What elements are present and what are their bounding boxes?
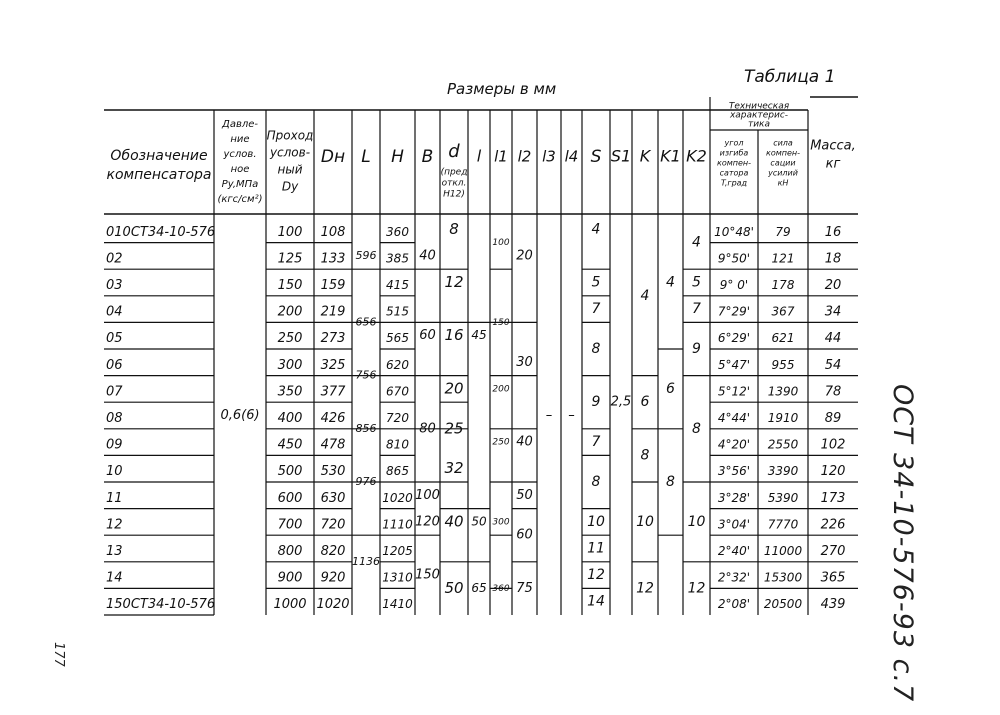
d-cell: 25	[444, 419, 464, 438]
k1-cell: 8	[666, 474, 675, 490]
d-cell: 20	[444, 379, 464, 398]
angle-cell: 2°40'	[717, 544, 751, 558]
dn-cell: 159	[320, 278, 346, 293]
designation-cell: 010СТ34-10-576	[106, 224, 216, 240]
k1-header: K1	[660, 146, 681, 166]
h-cell: 1310	[382, 570, 413, 585]
b-cell: 150	[415, 567, 440, 583]
dn-cell: 377	[320, 384, 346, 400]
s-cell: 4	[591, 221, 601, 238]
dn-cell: 820	[320, 544, 346, 559]
mass-cell: 89	[824, 411, 842, 426]
h-cell: 620	[386, 357, 409, 372]
dy-cell: 600	[277, 490, 303, 506]
designation-cell: 04	[106, 304, 123, 320]
force-cell: 367	[771, 304, 795, 319]
mass-cell: 120	[820, 464, 846, 480]
designation-cell: 11	[106, 490, 123, 506]
k2-cell: 8	[692, 420, 701, 437]
tech-header: характерис-	[729, 110, 789, 121]
dy-cell: 250	[277, 331, 303, 347]
designation-cell: 08	[106, 411, 123, 426]
l2-cell: 30	[516, 354, 533, 370]
dy-cell: 450	[277, 437, 303, 453]
tech-force-header: усилий	[768, 168, 798, 178]
pressure-cell: 0,6(6)	[220, 408, 260, 423]
h-cell: 865	[386, 464, 409, 479]
pressure-header: ние	[230, 134, 250, 145]
l1-cell: 200	[492, 384, 510, 395]
mass-cell: 20	[824, 278, 842, 293]
passage-header: ный	[277, 162, 303, 177]
designation-cell: 12	[106, 517, 123, 533]
k-cell: 4	[640, 287, 650, 304]
h-cell: 1410	[382, 597, 413, 612]
angle-cell: 4°20'	[717, 437, 751, 452]
d-cell: 40	[444, 512, 464, 531]
d-note-header: H12)	[443, 189, 465, 200]
pressure-header: Давле-	[222, 119, 258, 130]
dy-cell: 150	[277, 278, 303, 293]
force-cell: 621	[771, 331, 795, 346]
designation-cell: 07	[106, 384, 123, 400]
designation-header: компенсатора	[106, 167, 212, 183]
mass-cell: 34	[824, 304, 842, 320]
b-cell: 100	[415, 487, 440, 503]
designation-cell: 09	[106, 437, 123, 453]
k-cell: 6	[640, 394, 650, 411]
s-cell: 12	[587, 567, 605, 584]
dn-cell: 108	[320, 224, 346, 240]
l1-cell: 100	[492, 238, 510, 249]
dy-cell: 500	[277, 464, 303, 480]
force-cell: 79	[775, 224, 791, 239]
angle-cell: 10°48'	[714, 224, 754, 239]
h-cell: 810	[386, 437, 409, 452]
tech-force-header: сила	[773, 138, 793, 148]
mass-header: кг	[825, 156, 841, 172]
dy-cell: 125	[277, 251, 303, 267]
dy-cell: 1000	[273, 597, 307, 613]
b-cell: 120	[415, 514, 440, 530]
mass-cell: 44	[824, 331, 842, 347]
d-cell: 50	[444, 578, 464, 597]
l3-cell: –	[545, 408, 553, 423]
dy-cell: 100	[277, 224, 303, 240]
dn-cell: 325	[320, 357, 346, 373]
l3-header: l3	[542, 147, 556, 166]
angle-cell: 9° 0'	[719, 278, 749, 292]
k-cell: 12	[636, 580, 654, 597]
designation-cell: 02	[106, 251, 123, 267]
dn-cell: 530	[320, 464, 346, 480]
s-cell: 8	[591, 474, 601, 490]
angle-cell: 2°08'	[717, 597, 751, 612]
designation-cell: 13	[106, 544, 123, 559]
l2-cell: 20	[516, 248, 533, 264]
d-note-header: откл.	[441, 178, 467, 189]
l-cell: 45	[471, 328, 487, 343]
tech-angle-header: сатора	[719, 168, 749, 178]
l4-cell: –	[568, 408, 575, 423]
angle-cell: 4°44'	[717, 411, 751, 425]
tech-force-header: кН	[777, 178, 789, 188]
dn-cell: 1020	[316, 597, 350, 613]
b-cell: 40	[419, 248, 436, 264]
l2-cell: 60	[516, 527, 533, 543]
k2-header: K2	[686, 146, 707, 166]
s-cell: 14	[587, 593, 605, 610]
k2-cell: 9	[692, 341, 701, 357]
l2-cell: 75	[516, 580, 533, 596]
dy-cell: 900	[277, 570, 303, 586]
angle-cell: 3°56'	[717, 464, 751, 479]
designation-cell: 10	[106, 464, 123, 480]
h-cell: 670	[386, 384, 409, 399]
angle-cell: 9°50'	[717, 251, 751, 266]
angle-cell: 7°29'	[717, 304, 751, 319]
d-header: d	[448, 141, 460, 162]
designation-cell: 03	[106, 278, 123, 293]
pressure-header: Py,МПа	[221, 179, 259, 190]
mass-cell: 226	[820, 517, 846, 533]
l1-header: l1	[494, 147, 508, 166]
s-cell: 11	[587, 540, 605, 557]
l2-cell: 40	[516, 434, 533, 450]
force-cell: 1910	[767, 411, 799, 425]
k1-cell: 4	[666, 274, 675, 291]
pressure-header: услов.	[223, 149, 257, 160]
dn-cell: 720	[320, 517, 346, 533]
k2-cell: 5	[692, 274, 701, 291]
force-cell: 5390	[767, 490, 799, 505]
d-cell: 32	[444, 459, 464, 478]
force-cell: 15300	[763, 570, 803, 585]
l2-header: l2	[517, 147, 532, 166]
h-cell: 565	[386, 331, 409, 346]
tech-force-header: сации	[770, 158, 796, 168]
l-length-cell: 856	[355, 421, 377, 435]
s1-header: S1	[610, 146, 632, 166]
force-cell: 178	[771, 278, 795, 292]
force-cell: 955	[771, 357, 795, 372]
s-header: S	[590, 147, 602, 167]
l-length-cell: 976	[355, 475, 377, 488]
angle-cell: 5°47'	[717, 357, 751, 372]
mass-cell: 439	[820, 597, 846, 613]
designation-header: Обозначение	[110, 148, 208, 164]
force-cell: 11000	[763, 544, 803, 558]
force-cell: 1390	[767, 384, 799, 399]
tech-angle-header: T,град	[720, 178, 748, 188]
mass-cell: 18	[824, 251, 842, 267]
l-length-cell: 596	[355, 248, 377, 262]
l4-header: l4	[564, 147, 579, 166]
k2-cell: 4	[692, 234, 701, 251]
page-number: 177	[51, 642, 66, 667]
tech-header: Техническая	[728, 101, 790, 112]
k2-cell: 12	[687, 580, 706, 597]
tech-angle-header: изгиба	[719, 148, 749, 158]
designation-cell: 150СТ34-10-576	[106, 597, 216, 613]
mass-cell: 16	[824, 224, 842, 240]
angle-cell: 2°32'	[717, 570, 751, 585]
force-cell: 20500	[763, 597, 803, 612]
l2-cell: 50	[516, 487, 533, 503]
passage-header: услов-	[269, 145, 311, 160]
angle-cell: 3°04'	[717, 517, 751, 532]
b-header: B	[421, 147, 434, 167]
l-cell: 50	[471, 514, 487, 529]
force-cell: 7770	[767, 517, 799, 532]
designation-cell: 06	[106, 357, 123, 373]
standard-side-label: ОСТ 34-10-576-93 с.7	[887, 384, 918, 703]
h-cell: 1020	[382, 490, 413, 505]
mass-header: Масса,	[810, 138, 856, 154]
k2-cell: 7	[692, 301, 701, 318]
table-number-label: Таблица 1	[744, 67, 836, 87]
dn-cell: 630	[320, 490, 346, 506]
force-cell: 3390	[767, 464, 799, 479]
d-cell: 12	[444, 273, 464, 291]
dy-cell: 350	[277, 384, 303, 400]
s-cell: 5	[591, 274, 601, 291]
l-length-cell: 1136	[352, 554, 380, 568]
k-header: K	[639, 146, 651, 166]
designation-cell: 05	[106, 331, 123, 347]
tech-angle-header: компен-	[716, 158, 752, 168]
s-cell: 9	[591, 394, 601, 411]
s1-cell: 2,5	[610, 394, 632, 410]
l-cell: 65	[471, 580, 487, 595]
s-cell: 8	[591, 341, 601, 357]
dn-cell: 478	[320, 437, 346, 453]
mass-cell: 173	[820, 490, 846, 506]
mass-cell: 102	[820, 437, 846, 453]
k1-cell: 6	[666, 380, 675, 397]
dy-cell: 300	[277, 357, 303, 373]
dn-cell: 920	[320, 570, 346, 586]
h-cell: 415	[386, 278, 409, 292]
mass-cell: 78	[824, 384, 842, 400]
dn-cell: 219	[320, 304, 346, 320]
force-cell: 121	[771, 251, 795, 266]
d-cell: 16	[444, 326, 464, 345]
s-cell: 7	[591, 301, 601, 318]
s-cell: 7	[591, 434, 601, 451]
angle-cell: 3°28'	[717, 490, 751, 505]
h-cell: 360	[386, 224, 409, 239]
k2-cell: 10	[687, 513, 706, 530]
dn-header: Dн	[320, 147, 346, 167]
h-cell: 515	[386, 304, 409, 319]
mass-cell: 365	[820, 570, 846, 586]
dn-cell: 426	[320, 411, 346, 426]
tech-angle-header: угол	[724, 138, 744, 148]
h-cell: 1110	[382, 517, 413, 532]
passage-header: Dy	[281, 179, 299, 194]
designation-cell: 14	[106, 570, 123, 586]
d-cell: 8	[449, 219, 459, 238]
tech-force-header: компен-	[765, 148, 801, 158]
h-cell: 720	[386, 411, 409, 425]
angle-cell: 6°29'	[717, 331, 751, 346]
mass-cell: 270	[820, 544, 846, 559]
l1-cell: 300	[492, 517, 510, 528]
passage-header: Проход	[266, 128, 314, 143]
h-header: H	[391, 147, 404, 167]
force-cell: 2550	[767, 437, 799, 452]
b-cell: 60	[419, 328, 436, 344]
b-cell: 80	[419, 421, 436, 437]
h-cell: 1205	[382, 544, 413, 558]
l1-cell: 150	[492, 317, 510, 328]
dy-cell: 800	[277, 544, 303, 559]
dy-cell: 400	[277, 411, 303, 426]
pressure-header: ное	[230, 164, 250, 175]
k-cell: 8	[640, 447, 650, 464]
mass-cell: 54	[824, 357, 842, 373]
s-cell: 10	[587, 513, 605, 530]
l-header: l	[476, 146, 482, 166]
dimensions-caption: Размеры в мм	[447, 80, 557, 98]
l-length-header: L	[361, 147, 371, 167]
l-length-cell: 656	[355, 315, 377, 329]
l1-cell: 360	[492, 583, 510, 594]
dy-cell: 200	[277, 304, 303, 320]
pressure-header: (кгс/см²)	[217, 194, 263, 205]
h-cell: 385	[386, 251, 409, 266]
d-note-header: (пред	[440, 167, 468, 178]
l-length-cell: 756	[355, 368, 377, 382]
angle-cell: 5°12'	[717, 384, 751, 399]
l1-cell: 250	[492, 437, 510, 448]
dn-cell: 133	[320, 251, 346, 267]
tech-header: тика	[747, 119, 771, 130]
k-cell: 10	[636, 513, 654, 530]
dy-cell: 700	[277, 517, 303, 533]
dn-cell: 273	[320, 331, 346, 347]
